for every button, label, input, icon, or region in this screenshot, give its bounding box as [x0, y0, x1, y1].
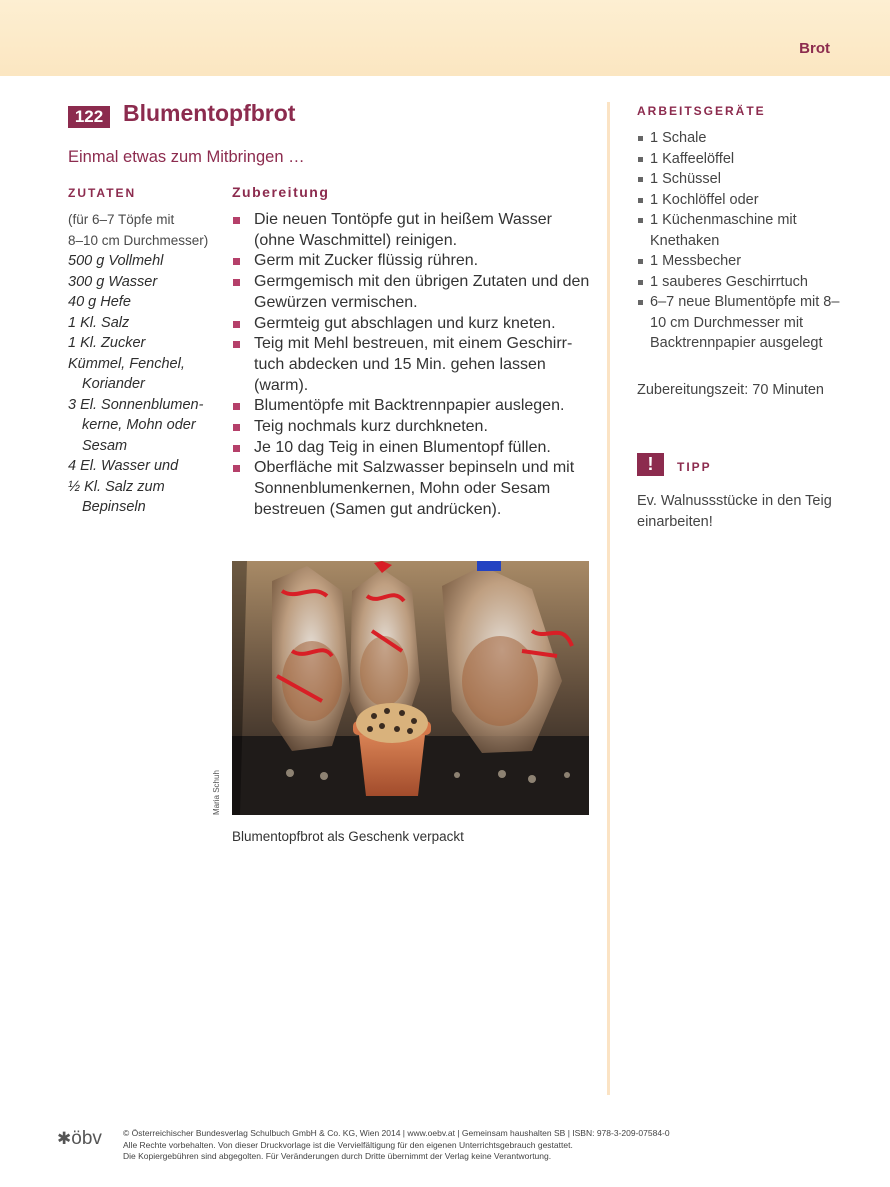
step-text: Teig mit Mehl bestreuen, mit einem Geschirr-tuch abdecken und 15 Min. gehen lassen (warm). [254, 335, 573, 394]
square-bullet-icon [638, 218, 643, 223]
exclamation-icon: ! [637, 453, 664, 476]
square-bullet-icon [638, 280, 643, 285]
preparation-heading: Zubereitung [232, 184, 330, 200]
step-text: Blumentöpfe mit Backtrennpapier auslegen. [254, 397, 565, 415]
tool-text: 1 Schale [650, 130, 707, 146]
ingredient-item: 300 g Wasser [68, 273, 158, 290]
ingredient-item: 40 g Hefe [68, 294, 131, 310]
ingredients-heading: ZUTATEN [68, 186, 137, 200]
step-item [232, 417, 592, 438]
ingredient-item: 4 El. Wasser und [68, 458, 179, 474]
photo-credit: Maria Schuh [212, 770, 221, 815]
tip-text: Ev. Walnussstücke in den Teig einarbeiten! [637, 493, 832, 530]
tools-list [637, 128, 852, 354]
ingredient-item: 500 g Vollmehl [68, 253, 164, 269]
tool-text: 1 Kochlöffel oder [650, 191, 759, 208]
step-text: Je 10 dag Teig in einen Blumentopf füllen. [254, 438, 551, 456]
step-text: Germgemisch mit den übrigen Zutaten und den Gewürzen vermischen. [254, 273, 590, 311]
step-text: Die neuen Tontöpfe gut in heißem Wasser (ohne Waschmittel) reinigen. [254, 211, 552, 249]
square-bullet-icon [638, 157, 643, 162]
recipe-number: 122 [68, 106, 110, 128]
tool-text: 1 Messbecher [650, 253, 742, 269]
tool-item [637, 149, 852, 170]
tool-item [637, 128, 852, 149]
step-item [232, 334, 592, 396]
footer-line: © Österreichischer Bundesverlag Schulbuch GmbH & Co. KG, Wien 2014 | www.oebv.at | Gemeinsam haushalten SB | ISBN: 978-3-209-07584-0 [123, 1128, 670, 1138]
step-text: Oberfläche mit Salzwasser bepinseln und mit Sonnenblumenkernen, Mohn oder Sesam bestreuen (Samen gut andrücken). [254, 459, 575, 518]
recipe-subtitle: Einmal etwas zum Mitbringen … [68, 148, 305, 166]
ingredient-item: ½ Kl. Salz zum Bepinseln [68, 478, 165, 515]
ingredient-item: 1 Kl. Zucker [68, 335, 146, 351]
step-item [232, 272, 592, 313]
prep-time: Zubereitungszeit: 70 Minuten [637, 382, 824, 398]
step-item [232, 458, 592, 520]
square-bullet-icon [638, 259, 643, 264]
recipe-photo [232, 561, 589, 815]
square-bullet-icon [233, 403, 240, 410]
step-item [232, 396, 592, 417]
preparation-steps [232, 210, 592, 521]
step-item [232, 314, 592, 335]
step-text: Germ mit Zucker flüssig rühren. [254, 252, 479, 270]
star-icon: ✱ [57, 1129, 72, 1148]
ingredient-item: 8–10 cm Durchmesser) [68, 232, 209, 248]
tool-item [637, 169, 852, 190]
footer-legal [123, 1128, 843, 1163]
column-divider [607, 102, 610, 1095]
square-bullet-icon [233, 258, 240, 265]
square-bullet-icon [233, 424, 240, 431]
footer-line: Alle Rechte vorbehalten. Von dieser Druckvorlage ist die Vervielfältigung für den eigenen Unterrichtsgebrauch gestattet. [123, 1139, 573, 1150]
square-bullet-icon [638, 136, 643, 141]
step-text: Teig nochmals kurz durchkneten. [254, 418, 488, 436]
section-label: Brot [799, 40, 830, 57]
square-bullet-icon [233, 279, 240, 286]
step-item [232, 438, 592, 459]
ingredients-list [68, 210, 228, 518]
page-title: Blumentopfbrot [123, 100, 296, 126]
step-text: Germteig gut abschlagen und kurz kneten. [254, 314, 556, 332]
tool-text: 6–7 neue Blumentöpfe mit 8–10 cm Durchmesser mit Backtrennpapier ausgelegt [650, 294, 840, 351]
tools-heading: ARBEITSGERÄTE [637, 104, 766, 118]
tool-text: 1 Küchenmaschine mit Knethaken [650, 212, 797, 249]
square-bullet-icon [638, 300, 643, 305]
photo-caption: Blumentopfbrot als Geschenk verpackt [232, 829, 464, 844]
tool-text: 1 sauberes Geschirrtuch [650, 273, 808, 290]
step-item [232, 210, 592, 251]
tool-item [637, 190, 852, 211]
step-item [232, 251, 592, 272]
square-bullet-icon [233, 321, 240, 328]
ingredient-item: 1 Kl. Salz [68, 314, 130, 331]
ingredient-item: Kümmel, Fenchel, Koriander [68, 355, 185, 392]
footer-line: Die Kopiergebühren sind abgegolten. Für Veränderungen durch Dritte übernimmt der Verlag keine Verantwortung. [123, 1151, 552, 1162]
ingredient-item: (für 6–7 Töpfe mit [68, 212, 175, 227]
header-band [0, 0, 890, 76]
tool-text: 1 Schüssel [650, 171, 721, 187]
logo-text: öbv [71, 1128, 102, 1149]
tool-item [637, 210, 852, 251]
tool-item [637, 251, 852, 272]
tool-item [637, 292, 852, 354]
tip-heading: TIPP [677, 460, 712, 474]
square-bullet-icon [638, 177, 643, 182]
ingredient-item: 3 El. Sonnenblumen-kerne, Mohn oder Sesam [68, 396, 204, 454]
square-bullet-icon [233, 465, 240, 472]
publisher-logo [57, 1128, 102, 1150]
square-bullet-icon [233, 217, 240, 224]
square-bullet-icon [233, 445, 240, 452]
tool-text: 1 Kaffeelöffel [650, 150, 735, 167]
tool-item [637, 272, 852, 293]
square-bullet-icon [638, 198, 643, 203]
square-bullet-icon [233, 341, 240, 348]
